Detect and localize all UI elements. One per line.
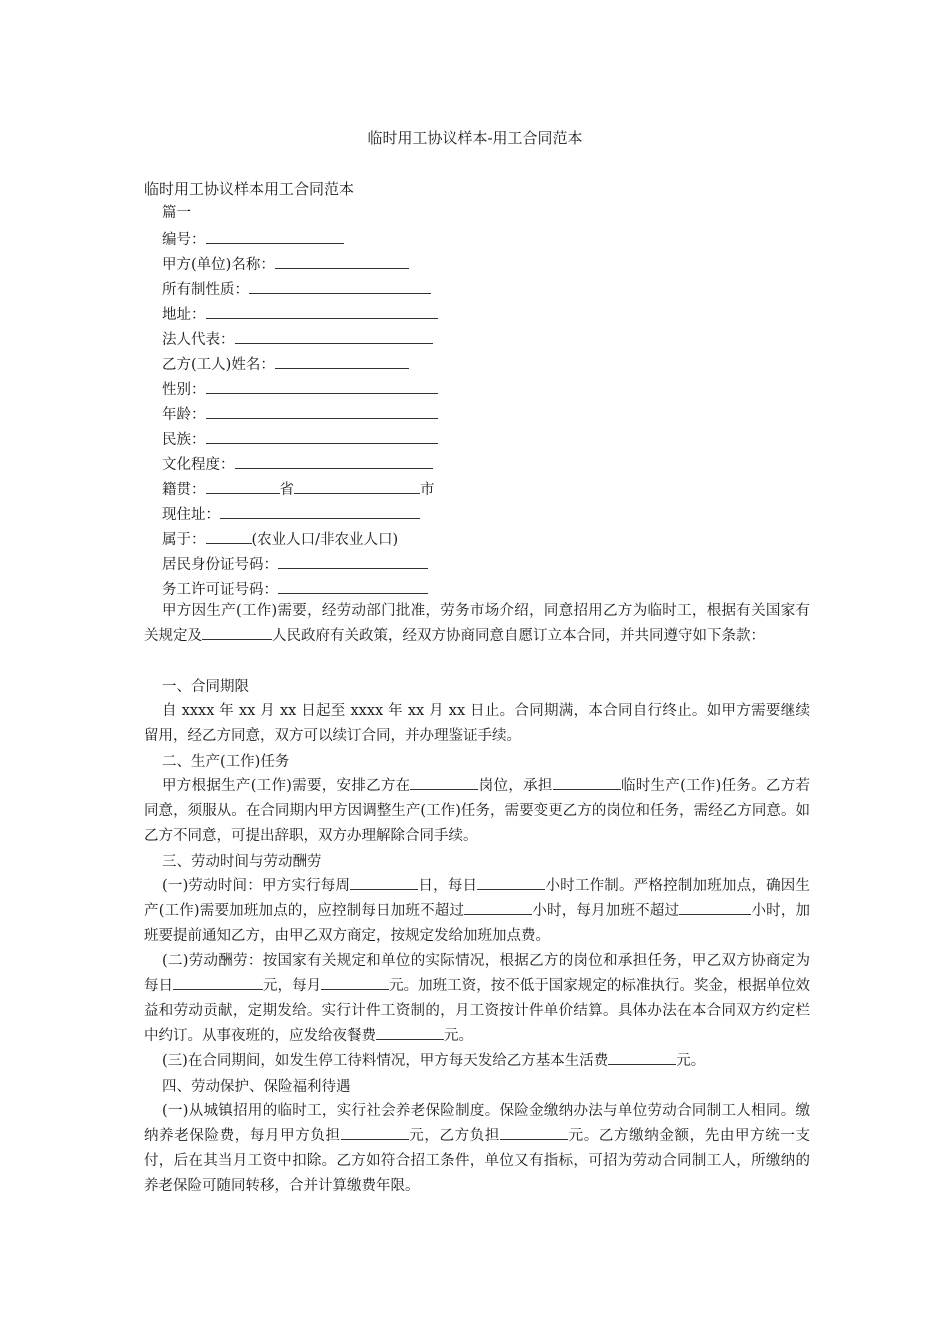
- field-ethnicity: [162, 428, 438, 450]
- field-age: [162, 403, 438, 425]
- section-text: 小时，每月加班不超过: [532, 903, 680, 919]
- blank-line[interactable]: [275, 353, 409, 369]
- section-1-text: 自 xxxx 年 xx 月 xx 日起至 xxxx 年 xx 月 xx 日止。合同期满，本合同自行终止。如甲方需要继续留用，经乙方同意，双方可以续订合同，并办理鉴证手续。: [144, 703, 810, 744]
- field-ownership: [162, 278, 431, 300]
- blank-line[interactable]: [608, 1049, 676, 1065]
- blank-line[interactable]: [206, 528, 252, 544]
- blank-line[interactable]: [464, 899, 532, 915]
- blank-line[interactable]: [278, 553, 428, 569]
- section-1-title: 一、合同期限: [162, 679, 249, 695]
- field-label: 年龄：: [162, 407, 206, 423]
- province-label: 省: [279, 482, 294, 498]
- section-3-title: 三、劳动时间与劳动酬劳: [162, 854, 322, 870]
- blank-line[interactable]: [173, 974, 263, 990]
- city-label: 市: [420, 482, 435, 498]
- blank-line[interactable]: [249, 278, 431, 294]
- blank-line[interactable]: [477, 874, 545, 890]
- field-residence: [162, 503, 420, 525]
- blank-line[interactable]: [235, 328, 433, 344]
- section-text: 元。加班工资，按不低于国家规定的标准执行。奖金，根据单位效益和劳动贡献，定期发给。实行计件工资制的，月工资按计件单价结算。具体办法在本合同双方约定栏中约订。从事夜班的，应发给夜餐费: [144, 978, 811, 1044]
- field-label: 编号：: [162, 232, 206, 248]
- section-text: (一)劳动时间：甲方实行每周: [162, 878, 351, 894]
- section-3-1-text: [144, 874, 810, 949]
- blank-line[interactable]: [278, 578, 428, 594]
- blank-line[interactable]: [220, 503, 420, 519]
- field-label: 民族：: [162, 432, 206, 448]
- blank-line[interactable]: [294, 478, 420, 494]
- blank-line[interactable]: [206, 428, 438, 444]
- section-text: 元。乙方缴纳金额，先由甲方统一支付，后在其当月工资中扣除。乙方如符合招工条件，单位又有指标，可招为劳动合同制工人，所缴纳的养老保险可随同转移，合并计算缴费年限。: [144, 1128, 810, 1194]
- intro-paragraph: [144, 599, 810, 649]
- field-label: 属于：: [162, 532, 206, 548]
- intro-text: 甲方因生产(工作)需要，经劳动部门批准，劳务市场介绍，同意招用乙方为临时工，根据有关国家有关规定及: [144, 603, 810, 644]
- section-text: (二)劳动酬劳：按国家有关规定和单位的实际情况，根据乙方的岗位和承担任务，甲乙双方协商定为每日: [144, 953, 810, 994]
- field-work-permit: [162, 578, 428, 600]
- section-text: 元，乙方负担: [408, 1128, 500, 1144]
- field-address: [162, 303, 438, 325]
- field-label: 籍贯：: [162, 482, 206, 498]
- belongs-options: (农业人口/非农业人口): [251, 532, 399, 548]
- section-2-title: 二、生产(工作)任务: [162, 754, 290, 770]
- blank-line[interactable]: [679, 899, 751, 915]
- blank-line[interactable]: [341, 1124, 409, 1140]
- blank-line[interactable]: [553, 774, 621, 790]
- section-3-3-text: [144, 1049, 810, 1074]
- blank-line[interactable]: [500, 1124, 568, 1140]
- section-text: 岗位，承担: [478, 778, 553, 794]
- section-text: 元。: [444, 1028, 473, 1044]
- section-text: 小时工作制。严格控制加班加点，确因生产(工作)需要加班加点的，应控制每日加班不超过: [144, 878, 810, 919]
- section-4-title: 四、劳动保护、保险福利待遇: [162, 1079, 351, 1095]
- document-subtitle: 临时用工协议样本用工合同范本: [144, 180, 355, 198]
- blank-line[interactable]: [321, 974, 389, 990]
- section-3-2-text: [144, 949, 810, 1049]
- field-party-a-name: [162, 253, 409, 275]
- section-4-1-text: [144, 1099, 810, 1199]
- section-text: 甲方根据生产(工作)需要，安排乙方在: [162, 778, 411, 794]
- field-education: [162, 453, 433, 475]
- section-text: 日，每日: [418, 878, 478, 894]
- section-text: 元，每月: [263, 978, 322, 994]
- blank-line[interactable]: [410, 774, 478, 790]
- blank-line[interactable]: [206, 403, 438, 419]
- section-text: (一)从城镇招用的临时工，实行社会养老保险制度。保险金缴纳办法与单位劳动合同制工人相同。缴纳养老保险费，每月甲方负担: [144, 1103, 810, 1144]
- field-label: 现住址：: [162, 507, 220, 523]
- blank-line[interactable]: [206, 303, 438, 319]
- page-title: 临时用工协议样本-用工合同范本: [367, 129, 583, 147]
- blank-line[interactable]: [206, 478, 280, 494]
- field-legal-rep: [162, 328, 433, 350]
- blank-line[interactable]: [235, 453, 433, 469]
- field-label: 甲方(单位)名称：: [162, 257, 275, 273]
- blank-line[interactable]: [275, 253, 409, 269]
- blank-line[interactable]: [350, 874, 418, 890]
- section-2-text: [144, 774, 810, 849]
- field-belongs-to: [162, 528, 398, 550]
- field-label: 居民身份证号码：: [162, 557, 278, 573]
- field-label: 务工许可证号码：: [162, 582, 278, 598]
- field-label: 法人代表：: [162, 332, 235, 348]
- blank-line[interactable]: [202, 624, 272, 640]
- section-text: 临时生产(工作)任务。乙方若同意，须服从。在合同期内甲方因调整生产(工作)任务，需要变更乙方的岗位和任务，需经乙方同意。如乙方不同意，可提出辞职，双方办理解除合同手续。: [144, 778, 811, 844]
- field-label: 地址：: [162, 307, 206, 323]
- field-gender: [162, 378, 438, 400]
- blank-line[interactable]: [376, 1024, 444, 1040]
- section-text: (三)在合同期间，如发生停工待料情况，甲方每天发给乙方基本生活费: [162, 1053, 609, 1069]
- part-label: 篇一: [162, 205, 191, 221]
- section-text: 小时，加班要提前通知乙方，由甲乙双方商定，按规定发给加班加点费。: [144, 903, 811, 944]
- section-text: 元。: [676, 1053, 706, 1069]
- blank-line[interactable]: [206, 228, 344, 244]
- field-id-number: [162, 553, 428, 575]
- field-label: 性别：: [162, 382, 206, 398]
- field-native-place: [162, 478, 435, 500]
- field-label: 乙方(工人)姓名：: [162, 357, 275, 373]
- field-label: 文化程度：: [162, 457, 235, 473]
- field-label: 所有制性质：: [162, 282, 249, 298]
- blank-line[interactable]: [206, 378, 438, 394]
- field-party-b-name: [162, 353, 409, 375]
- field-number: [162, 228, 344, 250]
- intro-text: 人民政府有关政策，经双方协商同意自愿订立本合同，并共同遵守如下条款：: [272, 628, 765, 644]
